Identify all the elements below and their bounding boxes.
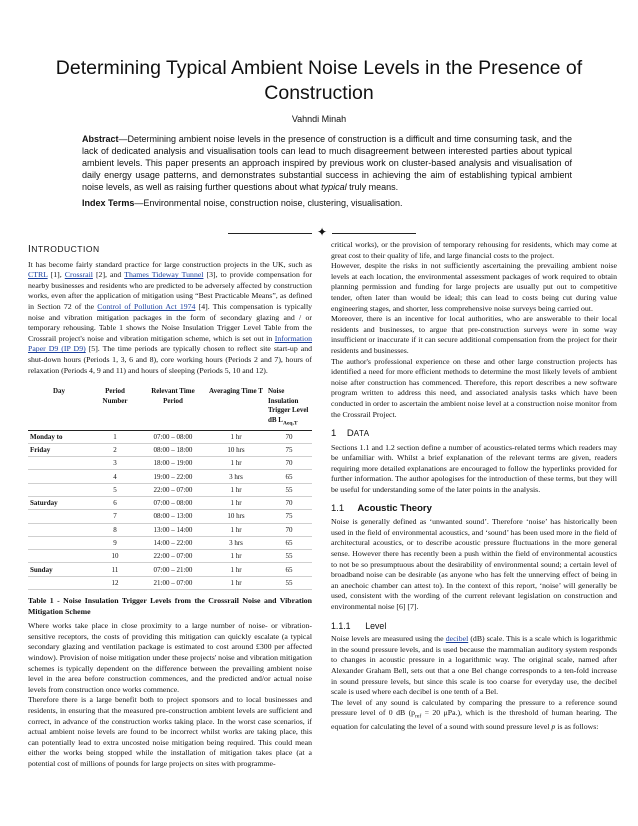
level-paragraph-1: Noise levels are measured using the decibel (dB) scale. This is a scale which is logarithmic in the sound pressure levels, and is used because the mammalian auditory system responds to changes in acoustic pressure in a logarithmic way. The original scale, named after Alexander Graham Bell, sets out that a one Bel change corresponds to a ten-fold increase in sound pressure levels, but since this scale is too coarse for everyday use, the decibel scale is used where each decibel is one tenth of a Bel. [331, 634, 617, 697]
table-cell: 07:00 – 08:00 [140, 497, 206, 510]
table-cell: 07:00 – 08:00 [140, 430, 206, 443]
table-cell: 5 [90, 483, 140, 496]
table-cell: 70 [266, 497, 312, 510]
table-cell: 1 hr [206, 576, 266, 589]
table-cell: Saturday [28, 497, 90, 510]
table-cell [28, 483, 90, 496]
table-header-day: Day [52, 387, 66, 396]
table-row [28, 470, 312, 483]
table-cell: 1 hr [206, 563, 266, 576]
table-cell: 19:00 – 22:00 [140, 470, 206, 483]
table-cell: Sunday [28, 563, 90, 576]
table-cell: 14:00 – 22:00 [140, 536, 206, 549]
table-cell: 22:00 – 07:00 [140, 483, 206, 496]
table-cell [28, 457, 90, 470]
table-body [28, 430, 312, 590]
table-cell: 70 [266, 523, 312, 536]
link-decibel[interactable]: decibel [445, 634, 469, 644]
table-cell [28, 550, 90, 563]
table-row [28, 536, 312, 549]
data-heading: 1 DATA [331, 428, 370, 440]
data-paragraph: Sections 1.1 and 1.2 section define a number of acoustics-related terms which readers may be unfamiliar with. Whilst a brief explanation of the relevant terms are given, readers requiring more detailed explanations are encouraged to follow the hyperlinks provided for further information. The author apologises for the introduction of these terms, but they will be useful for understanding some of the later points in the analysis. [331, 442, 617, 495]
table-row [28, 563, 312, 576]
table-cell: 21:00 – 07:00 [140, 576, 206, 589]
table-cell: 18:00 – 19:00 [140, 457, 206, 470]
table-row [28, 483, 312, 496]
table-cell: 65 [266, 470, 312, 483]
left-paragraph-3: Therefore there is a large benefit both to project sponsors and to local businesses and residents, in ensuring that the measured pre-construction ambient levels are sufficient and correct, in advance of the construction works taking place. In the worst case scenarios, if actual ambient noise levels are found to be incorrect whilst works are taking place, this can potentially lead to extra uncosted noise mitigation being required. This could mean either the works being stopped while the installation of mitigation takes place (at a potential cost of millions of pounds for large projects on sites with programme- [28, 695, 312, 768]
table-cell: 55 [266, 483, 312, 496]
link-thames-tideway[interactable]: Thames Tideway Tunnel [124, 270, 204, 280]
table-cell: 1 hr [206, 457, 266, 470]
table-header-period: Period Number [102, 387, 128, 405]
table-cell: 1 hr [206, 523, 266, 536]
link-ctrl[interactable]: CTRL [28, 270, 48, 280]
table-header-averaging: Averaging Time T [209, 387, 263, 396]
acoustic-theory-heading: 1.1 Acoustic Theory [331, 502, 432, 514]
table-cell: 55 [266, 576, 312, 589]
table-cell: 13:00 – 14:00 [140, 523, 206, 536]
table-caption: Table 1 - Noise Insulation Trigger Levels from the Crossrail Noise and Vibration Mitigation Scheme [28, 596, 312, 616]
table-row [28, 443, 312, 456]
link-crossrail[interactable]: Crossrail [64, 270, 93, 280]
abstract-text: —Determining ambient noise levels in the presence of construction is a difficult and time consuming task, and the lack of dedicated analysis and visualisation tools can lead to much disagreement between interested parties about typical ambient levels. This paper presents an approach inspired by previous work on cluster-based analysis and visualisation of daily energy usage patterns, and demonstrates substantial success in achieving the aim of establishing typical ambient noise levels, as well as raising further questions about what [82, 134, 572, 192]
right-paragraph-2: However, despite the risks in not sufficiently ascertaining the prevailing ambient noise levels at each location, the environmental assessment packages of work required to obtain planning permission and funding for large projects are usually put out to competitive tender, often later than would be ideal; this can lead to costs being cut during value engineering stages, and shorter, less comprehensive noise surveys being carried out. [331, 261, 617, 313]
table-cell: 10 [90, 550, 140, 563]
index-terms-text: —Environmental noise, construction noise, clustering, visualisation. [134, 198, 403, 208]
left-column [28, 244, 312, 770]
right-paragraph-1: critical works), or the provision of temporary rehousing for residents, which may come at great cost to their quality of life, and large financial costs to the project. [331, 240, 617, 260]
abstract-label: Abstract [82, 134, 119, 144]
paper-title: Determining Typical Ambient Noise Levels in the Presence of Construction [55, 57, 583, 104]
right-paragraph-3: Moreover, there is an incentive for local authorities, who are answerable to their local residents and businesses, to argue that pre-construction surveys were in some way insufficient or inaccurate if it can secure additional compensation from the project for their residents and businesses. [331, 314, 617, 355]
table-cell: 70 [266, 430, 312, 443]
table-row [28, 576, 312, 589]
table-cell: 2 [90, 443, 140, 456]
table-header-time: Relevant Time Period [151, 387, 195, 405]
index-terms [82, 197, 572, 209]
divider-line-left [228, 233, 312, 234]
table-cell: 3 hrs [206, 470, 266, 483]
table-cell: 08:00 – 13:00 [140, 510, 206, 523]
abstract-italic: typical [321, 182, 347, 192]
table-cell: 7 [90, 510, 140, 523]
table-row [28, 510, 312, 523]
link-control-pollution-act[interactable]: Control of Pollution Act 1974 [97, 301, 196, 311]
intro-heading: INTRODUCTION [28, 244, 100, 255]
table-cell: 12 [90, 576, 140, 589]
table-cell: 1 [90, 430, 140, 443]
table-cell: 3 hrs [206, 536, 266, 549]
right-paragraph-4: The author's professional experience on these and other large construction projects has identified a need for more efficient methods to determine the most likely levels of ambient noise after construction has commenced. Therefore, this report describes a new software program written to address this need, and associated analysis tasks which have been conducted in order to ascertain the ambient noise level at a construction noise monitor from the Crossrail Project. [331, 356, 617, 419]
table-cell: 1 hr [206, 550, 266, 563]
acoustic-theory-paragraph: Noise is generally defined as ‘unwanted sound’. Therefore ‘noise’ has historically been used in the field of environmental acoustics, and ‘sound’ has been used more in the field of architectural acoustics, or to describe acoustic pressure fluctuations in the more general sense. However there has recently been a push within the field of environmental acoustics to not be so presumptuous about the desirability of environmental sound; a certain level of broadband noise can be desirable (as anyone who has felt the unnerving effect of being in an anechoic chamber can attest to). In the context of this report, ‘noise’ will generally be used, consistent with the wording of the current relevant legislation on construction and environmental noise [6] [7]. [331, 517, 617, 611]
table-cell: 65 [266, 536, 312, 549]
level-paragraph-2: The level of any sound is calculated by comparing the pressure to a reference sound pressure level of 0 dB ($p_{ref} = 20$ μPa.), which is the threshold of human hearing. The equation for calculating the level of a sound with sound pressure level p is as follows: [331, 697, 617, 732]
table-cell: Friday [28, 443, 90, 456]
table-cell [28, 470, 90, 483]
table-row [28, 523, 312, 536]
table-cell: 11 [90, 563, 140, 576]
level-heading: 1.1.1 Level [331, 620, 387, 631]
section-divider [228, 225, 416, 239]
table-cell [28, 510, 90, 523]
link-information-paper[interactable]: Information Paper D9 (IP D9) [28, 333, 312, 354]
table-row [28, 430, 312, 443]
table-cell: 07:00 – 21:00 [140, 563, 206, 576]
index-terms-label: Index Terms [82, 198, 135, 208]
table-cell: 75 [266, 443, 312, 456]
table-cell [28, 576, 90, 589]
table-cell: 75 [266, 510, 312, 523]
table-row [28, 550, 312, 563]
table-cell: 22:00 – 07:00 [140, 550, 206, 563]
divider-line-right [332, 233, 416, 234]
table-header-row [28, 386, 312, 430]
table-cell: 55 [266, 550, 312, 563]
intro-paragraph: It has become fairly standard practice for large construction projects in the UK, such as CTRL [1], Crossrail [2], and Thames Tideway Tunnel [3], to provide compensation for nearby businesses and residents who are predicted to be adversely affected by construction works, even after the application of mitigation using “Best Practicable Means”, as defined in Section 72 of the Control of Pollution Act 1974 [4]. This compensation is typically noise and vibration mitigation packages in the form of secondary glazing and / or temporary rehousing. Table 1 shows the Noise Insulation Trigger Level Table from the Crossrail project's noise and vibration mitigation scheme, which is set out in Information Paper D9 (IP D9) [5]. The time periods are typically chosen to reflect site start-up and shut-down hours (Periods 1, 3, 6 and 8), core working hours (Periods 2 and 7), hours of relaxation (Periods 4, 9 and 11) and hours of sleeping (Periods 5, 10 and 12). [28, 259, 313, 375]
table-cell: 1 hr [206, 430, 266, 443]
abstract [82, 133, 572, 193]
table-cell: 8 [90, 523, 140, 536]
right-column [331, 240, 617, 733]
table-cell: 9 [90, 536, 140, 549]
table-cell: 3 [90, 457, 140, 470]
table-cell: 1 hr [206, 483, 266, 496]
abstract-tail: truly means. [346, 182, 399, 192]
table-cell [28, 523, 90, 536]
table-row [28, 497, 312, 510]
table-cell: 10 hrs [206, 443, 266, 456]
table-cell: Monday to [28, 430, 90, 443]
table-cell [28, 536, 90, 549]
table-cell: 65 [266, 563, 312, 576]
table-cell: 70 [266, 457, 312, 470]
author-name: Vahndi Minah [291, 114, 347, 124]
table-cell: 1 hr [206, 497, 266, 510]
table-cell: 4 [90, 470, 140, 483]
diamond-star-icon: ✦ [316, 225, 328, 239]
table-cell: 08:00 – 18:00 [140, 443, 206, 456]
table-header-level: Noise Insulation Trigger Level dB $L_{Aeq,T}$ [268, 387, 309, 427]
left-paragraph-2: Where works take place in close proximity to a large number of noise- or vibration-sensitive receptors, the costs of providing this mitigation can quickly escalate (a typical secondary glazing and ventilation package is estimated to cost around £300 per affected window). Provision of noise mitigation under these projects' noise and vibration mitigation schemes is typically dependent on the difference between the prevailing ambient noise level in the area before construction commences, and the predicted and/or actual noise levels from construction once works commence. [28, 621, 312, 694]
noise-trigger-table [28, 386, 312, 590]
table-cell: 10 hrs [206, 510, 266, 523]
table-cell: 6 [90, 497, 140, 510]
table-row [28, 457, 312, 470]
